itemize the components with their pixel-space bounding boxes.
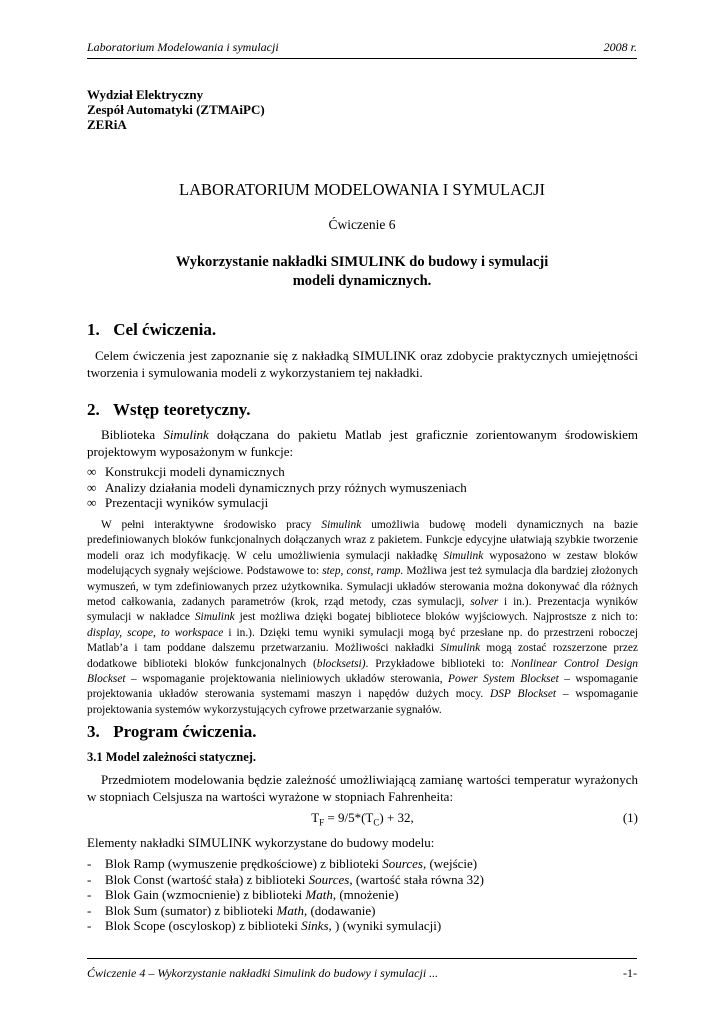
exercise-title-line: modeli dynamicznych. (292, 273, 432, 289)
subsection-title: Model zależności statycznej. (105, 750, 257, 764)
italic-term: Power System Blockset (447, 673, 559, 686)
library-name: Sources (308, 871, 350, 887)
list-item-text (105, 887, 399, 903)
text-run: dołączana do pakietu Matlab jest graficznie zorientowanym środowiskiem projektowym wyposażonym w funkcje: (87, 427, 638, 459)
list-item-text (105, 872, 484, 888)
text-run: – wspomaganie projektowania układów sterowania systemami maszyn i napędów dużych mocy. (87, 673, 638, 701)
italic-term: Simulink (163, 427, 209, 442)
text-run: Blok Gain (wzmocnienie) z biblioteki (105, 887, 306, 902)
text-run: , (wejście) (422, 856, 478, 871)
page-number: -1- (623, 966, 637, 980)
section-heading-2 (87, 400, 251, 420)
italic-term: Simulink (321, 519, 362, 531)
exercise-title-line: Wykorzystanie nakładki SIMULINK do budowy i symulacji (175, 254, 549, 270)
header-right: 2008 r. (603, 40, 637, 54)
italic-term: Simulink (443, 549, 484, 562)
library-name: Sources (382, 856, 423, 871)
infinity-bullet-icon: ∞ (87, 495, 97, 510)
italic-term: Simulink (440, 642, 481, 655)
section-title: Cel ćwiczenia. (113, 320, 217, 339)
section-1-paragraph: Celem ćwiczenia jest zapoznanie się z nakładką SIMULINK oraz zdobycie praktycznych umiejętności tworzenia i symulowania modeli z wykorzystaniem tej nakładki. (87, 348, 638, 380)
text-run: i in.). Dzięki temu wyniki symulacji mogą być przesłane np. do przestrzeni roboczej Matlab’a i tam poddane dalszemu przetwarzaniu. Możliwości nakładki (87, 626, 638, 655)
list-item (87, 856, 638, 872)
text-run: Blok Ramp (wymuszenie prędkościowe) z biblioteki (105, 856, 383, 871)
text-run: , (dodawanie) (303, 902, 376, 918)
list-item-text (105, 856, 477, 872)
text-run: mogą zostać rozszerzone przez dodatkowe biblioteki bloków funkcjonalnych ( (87, 642, 638, 670)
text-run: Biblioteka (101, 427, 164, 442)
subsection-number: 3.1 (87, 750, 103, 764)
text-run: Blok Scope (oscyloskop) z biblioteki (105, 918, 302, 933)
section-title: Program ćwiczenia. (113, 722, 257, 741)
dash-bullet: - (87, 918, 92, 933)
text-run: wyposażono w zestaw bloków modelujących sygnały wejściowe. Podstawowe to: (87, 549, 638, 578)
list-item (87, 887, 638, 903)
dash-bullet: - (87, 871, 92, 887)
text-run: . Przykładowe biblioteki to: (365, 657, 511, 670)
library-name: Sinks (301, 918, 329, 933)
library-name: Math (305, 887, 333, 902)
dash-bullet: - (87, 887, 92, 902)
italic-term: blocksetsi) (316, 657, 366, 670)
equation-number: (1) (622, 810, 638, 825)
section-3-paragraph: Przedmiotem modelowania będzie zależność umożliwiającą zamianę wartości temperatur wyrażonych w stopniach Celsjusza na wartości wyrażone w stopniach Fahrenheita: (87, 772, 638, 804)
eq-text: = 9/5*(T (324, 810, 374, 825)
team-line: Zespół Automatyki (ZTMAiPC) (87, 102, 265, 117)
infinity-bullet-icon: ∞ (87, 479, 97, 495)
text-run: , (wartość stała równa 32) (349, 871, 484, 887)
text-run: Blok Const (wartość stała) z biblioteki (105, 871, 309, 887)
equation-expression (87, 810, 638, 828)
eq-symbol: T (311, 810, 320, 825)
list-item (87, 464, 638, 480)
italic-term: display, scope, to workspace (87, 626, 224, 639)
dash-bullet: - (87, 902, 92, 918)
italic-term: step, const, ramp. (322, 565, 404, 578)
section-number: 2. (87, 400, 100, 419)
list-item (87, 872, 638, 888)
header-left: Laboratorium Modelowania i symulacji (87, 40, 279, 54)
text-run: – wspomaganie projektowania systemów wykorzystujących cyfrowe przetwarzanie sygnałów. (87, 688, 638, 716)
department-line: Wydział Elektryczny (87, 87, 204, 102)
text-run: Możliwa jest też symulacja dla bardziej złożonych wymuszeń, w tym zdefiniowanych przez użytkownika. Symulacji układów sterowania można dokonywać dla różnych metod całkowania, zadanych parametrów (krok, rząd metody, czas symulacji, (87, 565, 638, 609)
page-footer (87, 966, 637, 981)
list-item (87, 903, 638, 919)
footer-left: Ćwiczenie 4 – Wykorzystanie nakładki Simulink do budowy i symulacji ... (87, 966, 439, 980)
text-run: Blok Sum (sumator) z biblioteki (105, 902, 277, 918)
eq-subscript: F (319, 817, 325, 828)
unit-line: ZERiA (87, 117, 127, 132)
exercise-number: Ćwiczenie 6 (328, 217, 396, 232)
text-run: umożliwia budowę modeli dynamicznych na bazie predefiniowanych bloków funkcjonalnych dołączanych wraz z pakietem. Funkcje edycyjne ułatwiają szybkie tworzenie modeli oraz ich modyfikację. W celu umożliwienia symulacji nakładkę (87, 519, 638, 562)
section-title: Wstęp teoretyczny. (112, 400, 251, 419)
text-run: , ) (wyniki symulacji) (328, 918, 442, 933)
italic-term: Nonlinear Control Design Blockset (87, 657, 638, 686)
section-heading-1 (87, 320, 216, 340)
section-heading-3 (87, 722, 256, 742)
italic-term: solver (470, 596, 499, 609)
footer-divider (87, 958, 637, 959)
list-item (87, 480, 638, 496)
list-item-text (105, 903, 375, 919)
header-divider (87, 58, 637, 59)
text-run: , (mnożenie) (332, 887, 399, 902)
lab-title: LABORATORIUM MODELOWANIA I SYMULACJI (179, 180, 545, 199)
exercise-title (87, 253, 637, 291)
text-run: – wspomaganie projektowania nieliniowych układów sterowania, (125, 673, 448, 686)
dash-bullet: - (87, 856, 92, 871)
list-item (87, 495, 638, 511)
list-item-text (105, 918, 441, 934)
text-run: jest możliwa dzięki bogatej bibliotece bloków wyjściowych. Najprostsze z nich to: (234, 611, 638, 624)
text-run: i in.). Prezentacja wyników symulacji w nakładce (87, 596, 638, 624)
function-bullet-list (87, 464, 638, 511)
section-number: 1. (87, 320, 100, 339)
department-block (87, 87, 265, 132)
section-number: 3. (87, 722, 100, 741)
library-name: Math (276, 902, 304, 918)
list-item-text: Konstrukcji modeli dynamicznych (105, 464, 285, 479)
elements-intro: Elementy nakładki SIMULINK wykorzystane do budowy modelu: (87, 835, 435, 850)
blocks-list (87, 856, 638, 934)
section-2-body (87, 518, 638, 718)
infinity-bullet-icon: ∞ (87, 464, 97, 479)
list-item-text: Prezentacji wyników symulacji (105, 495, 269, 510)
italic-term: Simulink (194, 611, 235, 624)
section-2-intro (87, 426, 638, 460)
list-item (87, 918, 638, 934)
page-header (87, 40, 637, 55)
list-item-text: Analizy działania modeli dynamicznych przy różnych wymuszeniach (105, 479, 467, 495)
italic-term: DSP Blockset (490, 688, 557, 701)
eq-subscript: C (373, 817, 380, 828)
text-run: W pełni interaktywne środowisko pracy (101, 519, 322, 531)
subsection-heading (87, 750, 256, 765)
eq-text: ) + 32, (379, 810, 414, 825)
